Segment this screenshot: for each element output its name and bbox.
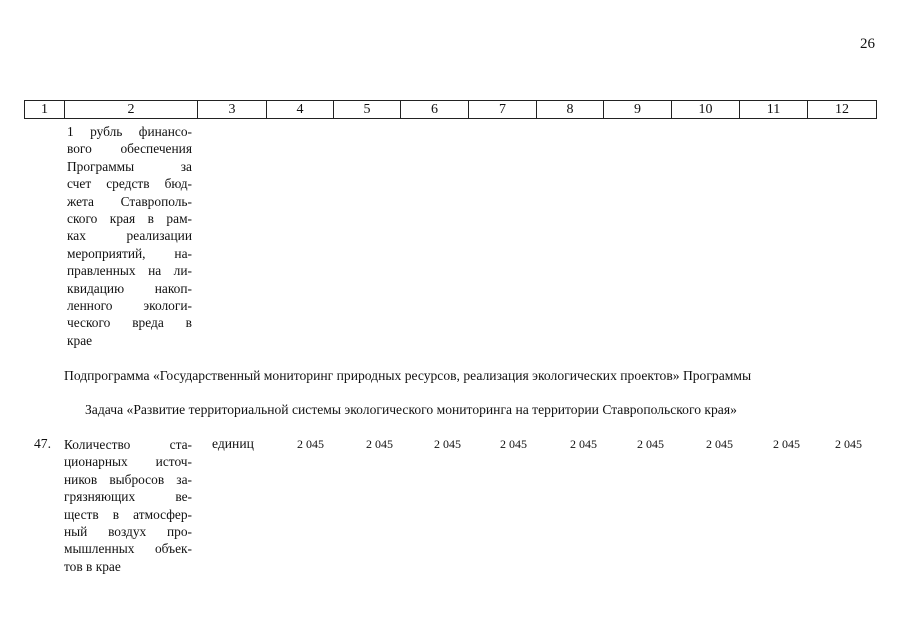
text-line: крае [67, 332, 93, 348]
indicator-value: 2 045 [366, 437, 393, 451]
column-header-cell: 3 [198, 101, 267, 119]
text-line: ников выбросов за- [64, 471, 192, 487]
row-number: 47. [34, 436, 51, 451]
column-header-cell: 2 [65, 101, 198, 119]
indicator-value: 2 045 [570, 437, 597, 451]
column-header-cell: 9 [604, 101, 672, 119]
indicator-name [64, 436, 192, 575]
column-header-cell: 5 [334, 101, 401, 119]
text-line: правленных на ли- [67, 263, 192, 279]
text-line: ского края в рам- [67, 211, 192, 227]
column-header-cell: 12 [808, 101, 877, 119]
text-line: вого обеспечения [67, 141, 192, 157]
column-header-cell: 6 [401, 101, 469, 119]
column-header-cell: 4 [267, 101, 334, 119]
column-header-cell: 11 [740, 101, 808, 119]
column-header-cell: 10 [672, 101, 740, 119]
text-line: ный воздух про- [64, 524, 192, 540]
text-line: квидацию накоп- [67, 280, 192, 296]
column-header-cell: 8 [537, 101, 604, 119]
unit-of-measure: единиц [212, 436, 254, 451]
indicator-value: 2 045 [706, 437, 733, 451]
indicator-value: 2 045 [637, 437, 664, 451]
task-title: Задача «Развитие территориальной системы экологического мониторинга на территории Ставропольского края» [85, 402, 737, 417]
subprogram-title: Подпрограмма «Государственный мониторинг природных ресурсов, реализация экологических проектов» Программы [64, 368, 752, 383]
text-line: жета Ставрополь- [67, 193, 192, 209]
text-line: тов в крае [64, 558, 121, 574]
text-line: ческого вреда в [67, 315, 192, 331]
text-line: мероприятий, на- [67, 245, 192, 261]
text-line: Программы за [67, 158, 192, 174]
column-header-table [24, 100, 877, 119]
page-number: 26 [860, 36, 875, 52]
text-line: ках реализации [67, 228, 192, 244]
indicator-value: 2 045 [297, 437, 324, 451]
indicator-value: 2 045 [773, 437, 800, 451]
indicator-value: 2 045 [500, 437, 527, 451]
continued-indicator-text [67, 123, 192, 349]
text-line: счет средств бюд- [67, 176, 192, 192]
column-header-cell: 1 [25, 101, 65, 119]
text-line: 1 рубль финансо- [67, 124, 192, 139]
text-line: ленного экологи- [67, 298, 192, 314]
indicator-value: 2 045 [835, 437, 862, 451]
text-line: ционарных источ- [64, 454, 192, 470]
column-header-cell: 7 [469, 101, 537, 119]
indicator-value: 2 045 [434, 437, 461, 451]
text-line: Количество ста- [64, 437, 192, 452]
text-line: мышленных объек- [64, 541, 192, 557]
column-header-row [25, 101, 877, 119]
text-line: ществ в атмосфер- [64, 506, 192, 522]
text-line: грязняющих ве- [64, 489, 192, 505]
